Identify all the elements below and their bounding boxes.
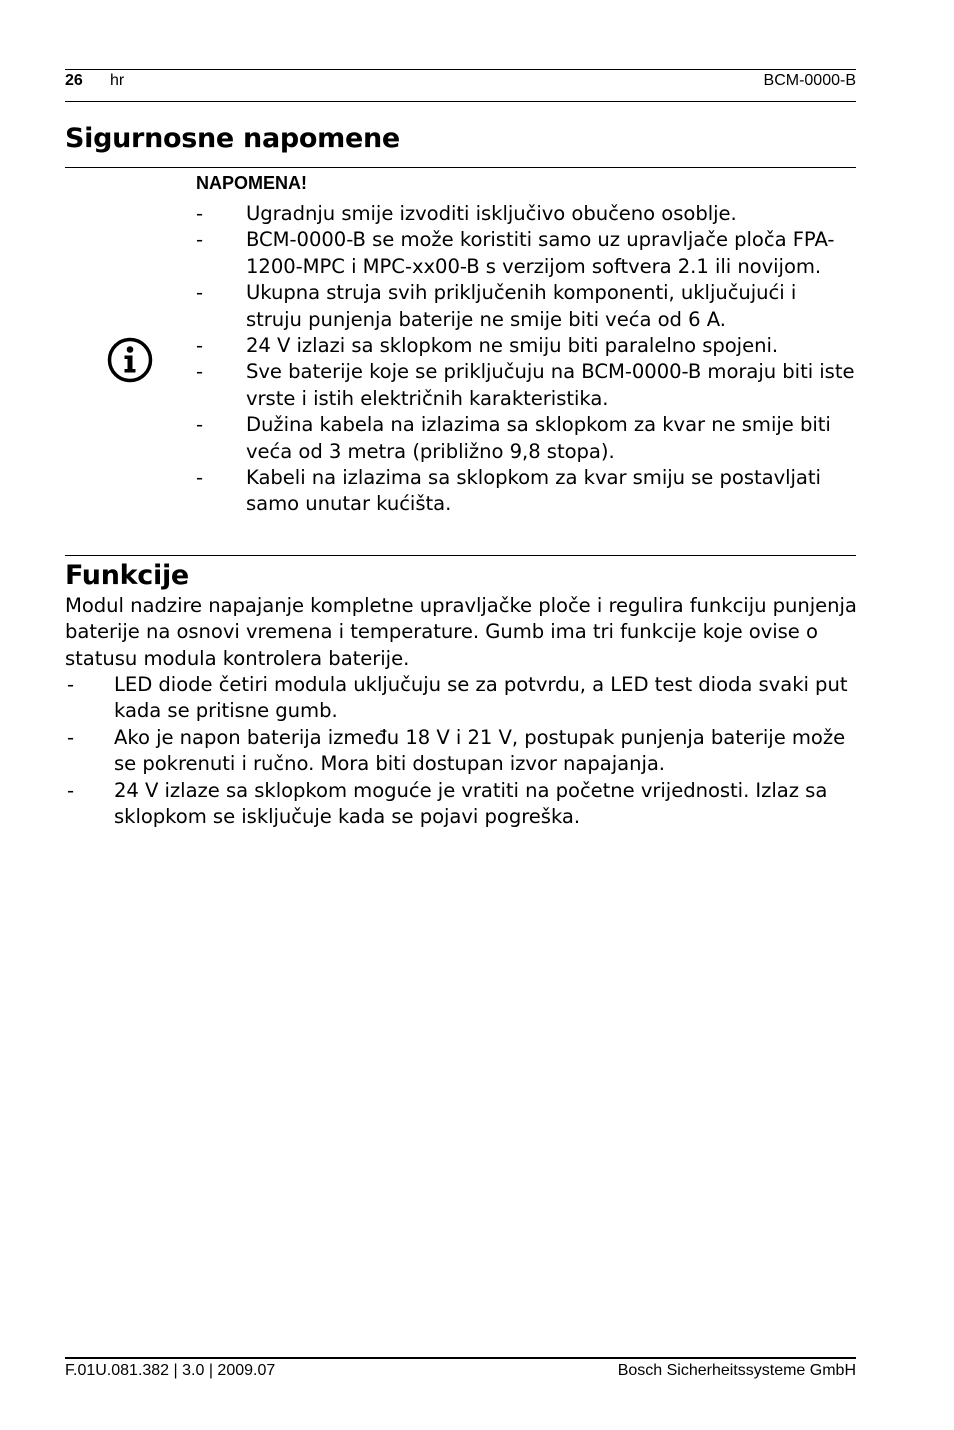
list-item [196,201,856,227]
note-top-rule [65,167,856,168]
list-item [65,778,860,831]
note-label: NAPOMENA! [196,173,307,193]
note-bottom-rule [65,555,856,556]
list-item-text: Ako je napon baterija između 18 V i 21 V, postupak punjenja baterije može se pokrenuti i ručno. Mora biti dostupan izvor napajanja. [114,725,846,776]
list-dash: - [196,413,204,437]
list-dash: - [67,778,75,802]
list-item [196,280,856,333]
list-item-text: 24 V izlazi sa sklopkom ne smiju biti paralelno spojeni. [246,334,779,358]
list-dash: - [196,202,204,225]
list-item [65,725,860,778]
list-item-text: BCM-0000-B se može koristiti samo uz upravljače ploča FPA-1200-MPC i MPC-xx00-B s verzijom softvera 2.1 ili novijom. [246,228,835,278]
list-dash: - [196,281,204,305]
list-item-text: Ugradnju smije izvoditi isključivo obučeno osoblje. [246,202,737,225]
document-id: BCM-0000-B [763,72,856,89]
list-dash: - [196,360,204,384]
list-dash: - [67,673,75,696]
list-item [196,412,856,465]
list-dash: - [196,466,204,490]
section-title-safety: Sigurnosne napomene [65,123,400,154]
section-title-functions: Funkcije [65,560,189,591]
list-item-text: Sve baterije koje se priključuju na BCM-0000-B moraju biti iste vrste i istih električnih karakteristika. [246,360,855,410]
safety-note-list [196,201,856,518]
footer-document-info: F.01U.081.382 | 3.0 | 2009.07 [65,1362,276,1379]
list-item [65,672,860,725]
functions-intro: Modul nadzire napajanje kompletne upravljačke ploče i regulira funkciju punjenja baterije na osnovi vremena i temperature. Gumb ima tri funkcije koje ovise o statusu modula kontrolera baterije. [65,594,857,670]
header-top-rule [65,69,856,70]
list-item [196,359,856,412]
list-dash: - [67,725,75,749]
list-item [196,227,856,280]
functions-list [65,672,860,830]
list-item-text: Dužina kabela na izlazima sa sklopkom za kvar ne smije biti veća od 3 metra (približno 9,8 stopa). [246,413,831,463]
footer-company: Bosch Sicherheitssysteme GmbH [617,1362,856,1379]
page-number: 26 [65,72,83,89]
footer-rule [65,1357,856,1359]
list-item-text: 24 V izlaze sa sklopkom moguće je vratiti na početne vrijednosti. Izlaz sa sklopkom se isključuje kada se pojavi pogreška. [114,778,828,829]
list-item [196,465,856,518]
list-dash: - [196,334,204,358]
list-item-text: Ukupna struja svih priključenih komponenti, uključujući i struju punjenja baterije ne smije biti veća od 6 A. [246,281,797,331]
list-item-text: LED diode četiri modula uključuju se za potvrdu, a LED test dioda svaki put kada se pritisne gumb. [114,673,848,723]
language-code: hr [110,72,125,89]
list-item-text: Kabeli na izlazima sa sklopkom za kvar smiju se postavljati samo unutar kućišta. [246,466,821,516]
info-icon [107,337,153,383]
list-dash: - [196,228,204,252]
list-item [196,333,856,359]
header-bottom-rule [65,101,856,102]
